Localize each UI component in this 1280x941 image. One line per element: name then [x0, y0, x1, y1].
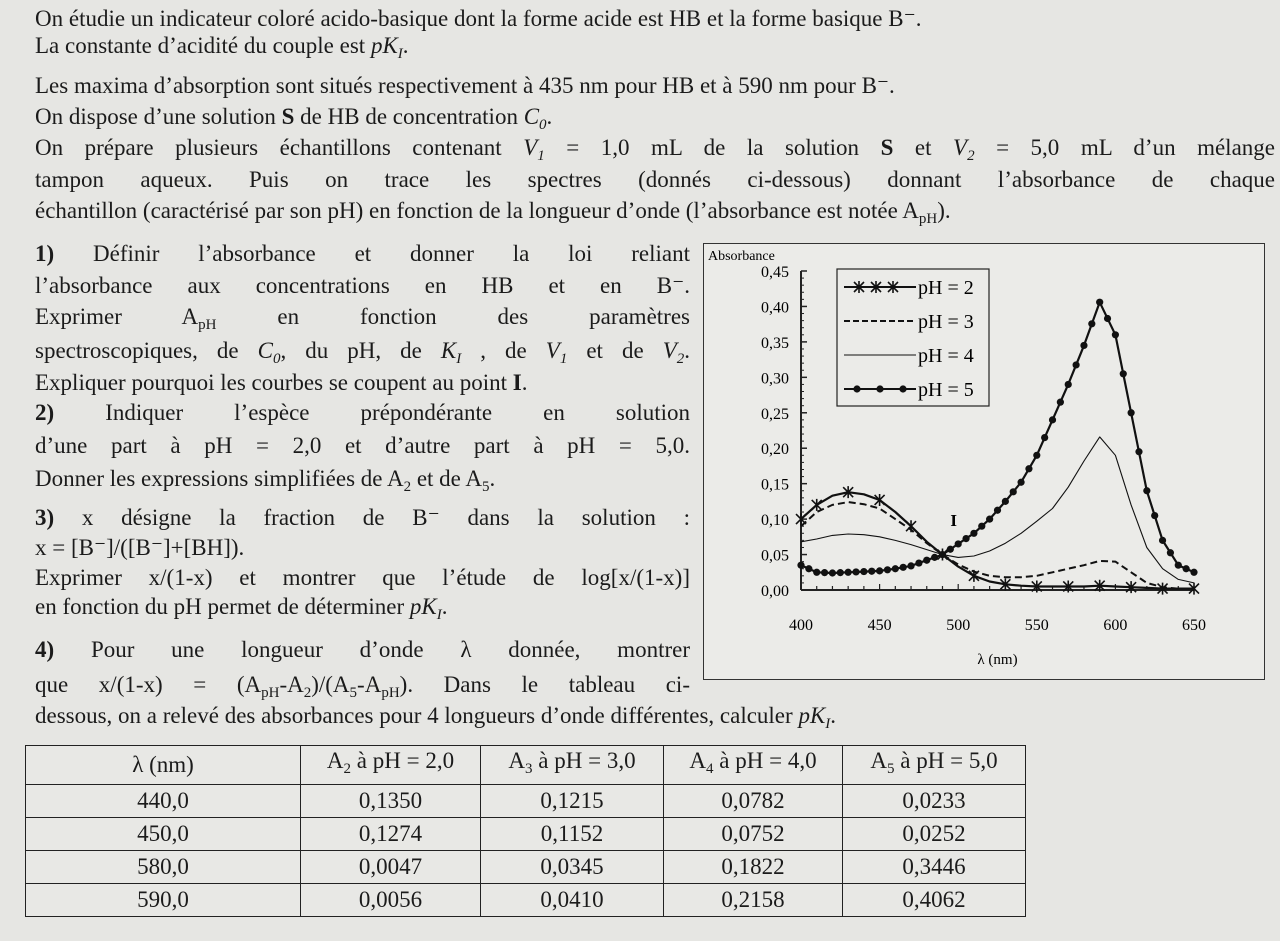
- dot-marker: [978, 523, 985, 530]
- text-segment: pH: [918, 211, 938, 227]
- text-segment: .: [441, 594, 448, 619]
- text-segment: S: [880, 135, 894, 160]
- dot-marker: [876, 385, 883, 392]
- text-segment: 1: [537, 148, 545, 164]
- text-line: [35, 302, 690, 332]
- text-segment: et: [893, 135, 953, 160]
- dot-marker: [1167, 549, 1174, 556]
- text-line: [35, 133, 1275, 163]
- dot-marker: [1073, 361, 1080, 368]
- table-row: [26, 884, 1026, 917]
- x-tick-label: 650: [1182, 617, 1206, 634]
- text-segment: x désigne la fraction de B⁻ dans la solution :: [54, 505, 690, 530]
- dot-marker: [805, 565, 812, 572]
- text-segment: échantillon (caractérisé par son pH) en fonction de la longueur d’onde (l’absorbance est notée A: [35, 198, 919, 223]
- dot-marker: [813, 569, 820, 576]
- dot-marker: [931, 554, 938, 561]
- text-line: [35, 398, 690, 428]
- dot-marker: [1065, 381, 1072, 388]
- text-line: [35, 271, 690, 301]
- text-segment: .: [684, 338, 690, 363]
- text-line: [35, 701, 836, 739]
- text-segment: ).: [937, 198, 951, 223]
- table-cell: 590,0: [26, 884, 301, 917]
- text-segment: C: [523, 104, 540, 129]
- text-segment: On prépare plusieurs échantillons contenant: [35, 135, 524, 160]
- table-cell: 450,0: [26, 818, 301, 851]
- dot-marker: [1010, 488, 1017, 495]
- dot-marker: [892, 565, 899, 572]
- absorbance-table: [25, 745, 1026, 917]
- text-line: [35, 563, 690, 593]
- text-segment: V: [545, 338, 560, 363]
- absorbance-chart: [703, 243, 1265, 680]
- text-segment: 4): [35, 637, 55, 662]
- dot-marker: [1057, 399, 1064, 406]
- dot-marker: [1041, 434, 1048, 441]
- text-segment: 2: [403, 479, 412, 495]
- text-segment: I: [825, 716, 831, 732]
- text-segment: d’une part à pH = 2,0 et d’autre part à pH = 5,0.: [35, 433, 690, 458]
- legend-label: pH = 2: [918, 277, 974, 299]
- text-segment: Définir l’absorbance et donner la loi reliant: [54, 241, 690, 266]
- dot-marker: [1017, 479, 1024, 486]
- text-segment: 1: [559, 351, 568, 367]
- text-segment: V: [662, 338, 677, 363]
- column-header: [664, 746, 843, 785]
- dot-marker: [1025, 465, 1032, 472]
- text-line: [35, 31, 409, 69]
- dot-marker: [1128, 409, 1135, 416]
- text-segment: .: [402, 33, 409, 58]
- dot-marker: [1135, 448, 1142, 455]
- text-segment: dessous, on a relevé des absorbances pour 4 longueurs d’onde différentes, calculer: [35, 703, 799, 728]
- dot-marker: [1088, 320, 1095, 327]
- text-segment: 2): [35, 400, 55, 425]
- text-line: [35, 464, 495, 502]
- text-segment: Exprimer A: [35, 304, 199, 329]
- y-tick-label: 0,00: [761, 583, 789, 600]
- text-line: [35, 431, 690, 461]
- dot-marker: [1143, 487, 1150, 494]
- table-cell: 0,0047: [301, 851, 481, 884]
- y-tick-label: 0,35: [761, 334, 789, 352]
- text-segment: On dispose d’une solution: [35, 104, 282, 129]
- column-header: [26, 746, 301, 785]
- text-segment: C: [257, 338, 273, 363]
- table-cell: 0,0782: [664, 785, 843, 818]
- text-segment: .: [489, 466, 496, 491]
- dot-marker: [923, 557, 930, 564]
- dot-marker: [907, 562, 914, 569]
- text-segment: 3): [35, 505, 55, 530]
- text-segment: pK: [798, 703, 826, 728]
- text-segment: 5: [887, 761, 895, 777]
- x-tick-label: 500: [946, 617, 971, 634]
- dot-marker: [962, 535, 969, 542]
- legend-label: pH = 3: [918, 311, 974, 333]
- table-cell: 0,1215: [481, 785, 664, 818]
- dot-marker: [1159, 537, 1166, 544]
- dot-marker: [853, 385, 860, 392]
- legend-label: pH = 5: [918, 379, 974, 401]
- text-segment: A: [508, 748, 526, 773]
- text-segment: pH: [198, 317, 217, 333]
- text-line: [35, 503, 690, 533]
- dot-marker: [860, 568, 867, 575]
- table-cell: 0,0752: [664, 818, 843, 851]
- dot-marker: [1183, 565, 1190, 572]
- table-row: [26, 851, 1026, 884]
- text-line: [35, 592, 448, 630]
- table-cell: 0,1350: [301, 785, 481, 818]
- dot-marker: [1190, 569, 1197, 576]
- table-cell: 0,0233: [843, 785, 1026, 818]
- dot-marker: [876, 567, 883, 574]
- x-tick-label: 600: [1103, 617, 1128, 634]
- text-segment: 4: [706, 761, 714, 777]
- cross-marker: [812, 499, 822, 511]
- text-segment: et de: [567, 338, 663, 363]
- text-line: [35, 239, 690, 269]
- text-segment: La constante d’acidité du couple est: [35, 33, 371, 58]
- isosbestic-point-label: I: [950, 511, 957, 531]
- dot-marker: [837, 569, 844, 576]
- text-segment: , du pH, de: [280, 338, 441, 363]
- dot-marker: [1120, 370, 1127, 377]
- y-tick-label: 0,25: [761, 405, 789, 423]
- table-cell: 0,3446: [843, 851, 1026, 884]
- dot-marker: [829, 569, 836, 576]
- text-segment: .: [546, 104, 553, 129]
- table-cell: 0,0252: [843, 818, 1026, 851]
- text-segment: pK: [409, 594, 437, 619]
- x-axis-label: λ (nm): [977, 652, 1018, 668]
- text-segment: 2: [676, 351, 685, 367]
- dot-marker: [970, 530, 977, 537]
- text-line: [35, 336, 690, 366]
- text-segment: à pH = 5,0: [894, 748, 998, 773]
- text-segment: 1): [35, 241, 55, 266]
- column-header: [481, 746, 664, 785]
- table-cell: 0,0345: [481, 851, 664, 884]
- chart-svg: [704, 244, 1264, 679]
- text-segment: en fonction du pH permet de déterminer: [35, 594, 410, 619]
- text-segment: pH: [381, 685, 400, 701]
- text-segment: A: [326, 748, 344, 773]
- text-segment: I: [456, 351, 462, 367]
- text-segment: pH: [261, 685, 280, 701]
- table-cell: 0,0410: [481, 884, 664, 917]
- table-cell: 0,2158: [664, 884, 843, 917]
- column-header: [843, 746, 1026, 785]
- dot-marker: [1049, 416, 1056, 423]
- text-segment: 0: [539, 117, 547, 133]
- x-tick-label: 400: [789, 617, 813, 634]
- y-tick-label: 0,45: [761, 264, 789, 281]
- dot-marker: [939, 551, 946, 558]
- text-segment: de HB de concentration: [294, 104, 524, 129]
- dot-marker: [955, 540, 962, 547]
- dot-marker: [994, 507, 1001, 514]
- text-segment: 2: [303, 685, 312, 701]
- dot-marker: [797, 562, 804, 569]
- dot-marker: [900, 564, 907, 571]
- table-row: [26, 818, 1026, 851]
- text-line: [35, 196, 951, 234]
- dot-marker: [1002, 498, 1009, 505]
- text-segment: λ (nm): [132, 752, 194, 777]
- table-cell: 0,1822: [664, 851, 843, 884]
- text-segment: l’absorbance aux concentrations en HB et en B⁻.: [35, 273, 690, 298]
- text-line: [35, 368, 527, 398]
- text-segment: -A: [357, 672, 382, 697]
- text-line: [35, 670, 690, 700]
- text-segment: Indiquer l’espèce prépondérante en solution: [54, 400, 690, 425]
- text-segment: = 5,0 mL d’un mélange: [974, 135, 1275, 160]
- y-tick-label: 0,40: [761, 299, 789, 317]
- table-header-row: [26, 746, 1026, 785]
- dot-marker: [868, 568, 875, 575]
- y-tick-label: 0,05: [761, 547, 789, 565]
- text-segment: Expliquer pourquoi les courbes se coupent au point: [35, 370, 513, 395]
- y-axis-label: Absorbance: [708, 249, 775, 264]
- dot-marker: [1175, 562, 1182, 569]
- dot-marker: [1104, 315, 1111, 322]
- text-segment: K: [440, 338, 457, 363]
- text-segment: V: [523, 135, 538, 160]
- x-tick-label: 550: [1024, 617, 1049, 634]
- y-tick-label: 0,20: [761, 441, 789, 459]
- table-cell: 0,1152: [481, 818, 664, 851]
- text-segment: 5: [349, 685, 358, 701]
- text-segment: Pour une longueur d’onde λ donnée, montrer: [54, 637, 690, 662]
- text-segment: S: [281, 104, 295, 129]
- text-segment: -A: [279, 672, 304, 697]
- text-segment: 0: [272, 351, 281, 367]
- text-segment: I: [436, 607, 442, 623]
- table-body: [26, 785, 1026, 917]
- column-header: [301, 746, 481, 785]
- text-segment: spectroscopiques, de: [35, 338, 258, 363]
- text-segment: .: [521, 370, 528, 395]
- text-segment: tampon aqueux. Puis on trace les spectres (donnés ci-dessous) donnant l’absorbance de chaque: [35, 167, 1275, 192]
- dot-marker: [845, 569, 852, 576]
- dot-marker: [986, 516, 993, 523]
- table-cell: 0,4062: [843, 884, 1026, 917]
- dot-marker: [1112, 331, 1119, 338]
- y-tick-label: 0,10: [761, 512, 789, 530]
- text-segment: = 1,0 mL de la solution: [544, 135, 881, 160]
- text-segment: Les maxima d’absorption sont situés respectivement à 435 nm pour HB et à 590 nm pour B⁻.: [35, 73, 895, 98]
- dot-marker: [947, 546, 954, 553]
- text-segment: .: [830, 703, 837, 728]
- text-line: [35, 71, 895, 101]
- text-segment: Exprimer x/(1-x) et montrer que l’étude de log[x/(1-x)]: [35, 565, 690, 590]
- text-segment: A: [870, 748, 888, 773]
- text-segment: pK: [370, 33, 398, 58]
- text-segment: 2: [343, 761, 352, 777]
- y-tick-label: 0,30: [761, 370, 789, 388]
- text-segment: à pH = 2,0: [351, 748, 455, 773]
- dot-marker: [1096, 299, 1103, 306]
- dot-marker: [899, 385, 906, 392]
- dot-marker: [884, 566, 891, 573]
- text-segment: On étudie un indicateur coloré acido-basique dont la forme acide est HB et la forme basique B⁻.: [35, 6, 922, 31]
- text-segment: à pH = 3,0: [532, 748, 636, 773]
- x-tick-label: 450: [867, 617, 892, 634]
- text-line: [35, 635, 690, 665]
- dot-marker: [821, 569, 828, 576]
- table-cell: 0,1274: [301, 818, 481, 851]
- text-segment: V: [953, 135, 968, 160]
- table-cell: 440,0: [26, 785, 301, 818]
- dot-marker: [1080, 342, 1087, 349]
- text-segment: à pH = 4,0: [713, 748, 817, 773]
- text-segment: que x/(1-x) = (A: [35, 672, 262, 697]
- dot-marker: [852, 568, 859, 575]
- text-line: [35, 533, 244, 563]
- text-segment: 5: [481, 479, 490, 495]
- text-segment: I: [512, 370, 522, 395]
- dot-marker: [1151, 512, 1158, 519]
- text-segment: ). Dans le tableau ci-: [399, 672, 690, 697]
- dot-marker: [915, 559, 922, 566]
- table-row: [26, 785, 1026, 818]
- y-tick-label: 0,15: [761, 476, 789, 494]
- text-segment: , de: [461, 338, 546, 363]
- text-segment: I: [397, 46, 403, 62]
- text-line: [35, 165, 1275, 195]
- cross-marker: [875, 494, 885, 506]
- text-segment: A: [689, 748, 707, 773]
- text-segment: Donner les expressions simplifiées de A: [35, 466, 404, 491]
- text-segment: en fonction des paramètres: [216, 304, 690, 329]
- table-cell: 580,0: [26, 851, 301, 884]
- legend-label: pH = 4: [918, 345, 974, 367]
- text-segment: x = [B⁻]/([B⁻]+[BH]).: [35, 535, 245, 560]
- text-segment: )/(A: [311, 672, 350, 697]
- table-cell: 0,0056: [301, 884, 481, 917]
- text-line: [35, 4, 921, 34]
- dot-marker: [1033, 452, 1040, 459]
- text-segment: 2: [967, 148, 975, 164]
- text-segment: et de A: [411, 466, 482, 491]
- text-segment: 3: [525, 761, 533, 777]
